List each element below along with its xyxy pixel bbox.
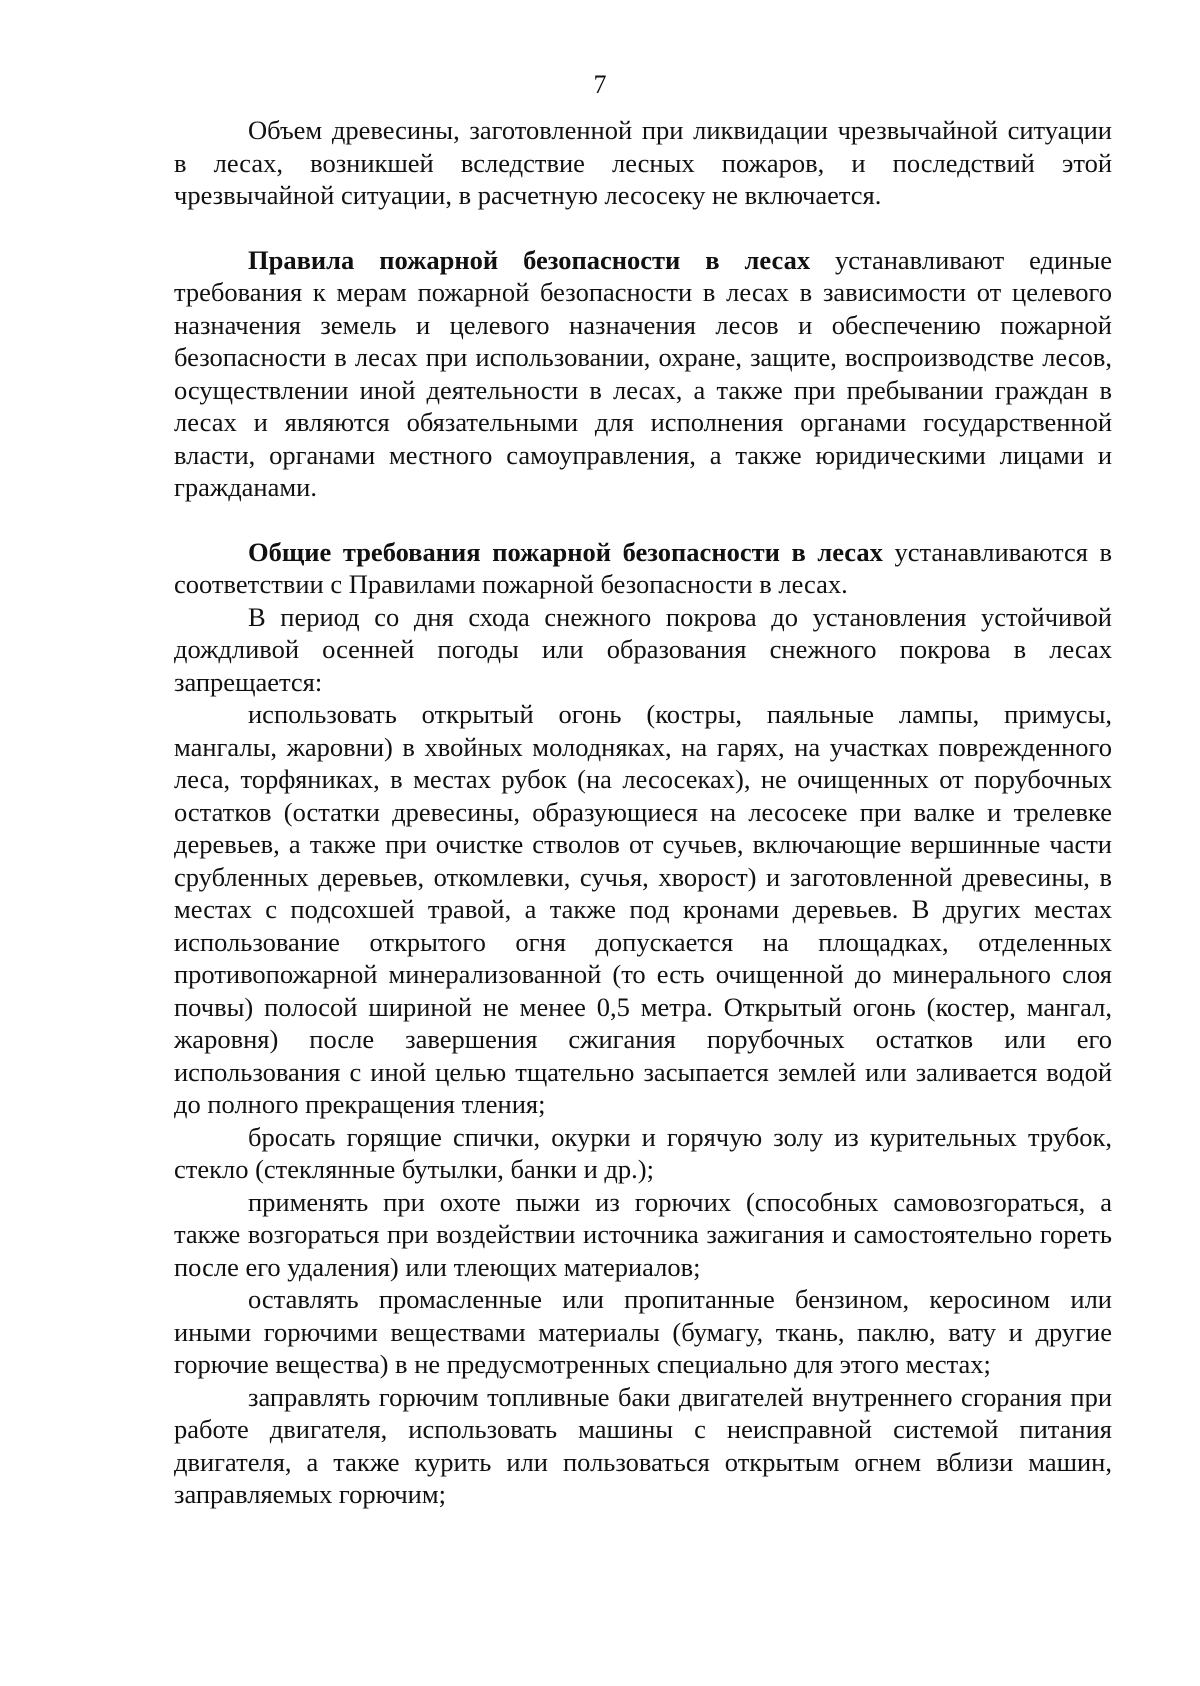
- paragraph-text: использовать открытый огонь (костры, паяльные лампы, примусы, мангалы, жаровни) в хвойных молодняках, на гарях, на участках поврежденного леса, торфяниках, в местах рубок (на лесосеках), не очищенных от порубочных остатков (остатки древесины, образующиеся на лесосеке при валке и трелевке деревьев, а также при очистке стволов от сучьев, включающие вершинные части срубленных деревьев, откомлевки, сучья, хворост) и заготовленной древесины, в местах с подсохшей травой, а также под кронами деревьев. В других местах использование открытого огня допускается на площадках, отделенных противопожарной минерализованной (то есть очищенной до минерального слоя почвы) полосой шириной не менее 0,5 метра. Открытый огонь (костер, мангал, жаровня) после завершения сжигания порубочных остатков или его использования с иной целью тщательно засыпается землей или заливается водой до полного прекращения тления;: [174, 699, 1112, 1119]
- paragraph-text: устанавливаются в соответствии с Правилами пожарной безопасности в лесах.: [174, 536, 1113, 599]
- list-item-matches: [174, 1121, 1112, 1186]
- paragraph-general-requirements: [174, 536, 1112, 601]
- paragraph-fire-safety-rules: [174, 244, 1112, 504]
- paragraph-prohibition-period: [174, 601, 1112, 699]
- paragraph-text: применять при охоте пыжи из горючих (способных самовозгораться, а также возгораться при воздействии источника зажигания и самостоятельно гореть после его удаления) или тлеющих материалов;: [174, 1186, 1112, 1282]
- document-body: [174, 114, 1112, 1511]
- page-number: 7: [593, 70, 607, 99]
- paragraph-text: В период со дня схода снежного покрова до установления устойчивой дождливой осенней погоды или образования снежного покрова в лесах запрещается:: [174, 601, 1112, 697]
- paragraph-text: бросать горящие спички, окурки и горячую золу из курительных трубок, стекло (стеклянные бутылки, банки и др.);: [174, 1121, 1112, 1184]
- list-item-wads: [174, 1186, 1112, 1284]
- paragraph-lead-bold: Общие требования пожарной безопасности в лесах: [248, 536, 883, 567]
- list-item-open-fire: [174, 698, 1112, 1121]
- paragraph-text: Объем древесины, заготовленной при ликвидации чрезвычайной ситуации в лесах, возникшей вследствие лесных пожаров, и последствий этой чрезвычайной ситуации, в расчетную лесосеку не включается.: [174, 115, 1112, 210]
- paragraph-text: заправлять горючим топливные баки двигателей внутреннего сгорания при работе двигателя, использовать машины с неисправной системой питания двигателя, а также курить или пользоваться открытым огнем вблизи машин, заправляемых горючим;: [174, 1381, 1112, 1509]
- paragraph-text: устанавливают единые требования к мерам пожарной безопасности в лесах в зависимости от целевого назначения земель и целевого назначения лесов и обеспечению пожарной безопасности в лесах при использовании, охране, защите, воспроизводстве лесов, осуществлении иной деятельности в лесах, а также при пребывании граждан в лесах и являются обязательными для исполнения органами государственной власти, органами местного самоуправления, а также юридическими лицами и гражданами.: [174, 244, 1112, 502]
- list-item-oiled-materials: [174, 1283, 1112, 1381]
- paragraph-lead-bold: Правила пожарной безопасности в лесах: [248, 244, 811, 275]
- paragraph-volume-exclusion: [174, 114, 1112, 212]
- paragraph-text: оставлять промасленные или пропитанные бензином, керосином или иными горючими веществами материалы (бумагу, ткань, паклю, вату и другие горючие вещества) в не предусмотренных специально для этого местах;: [174, 1284, 1112, 1379]
- list-item-refueling: [174, 1381, 1112, 1511]
